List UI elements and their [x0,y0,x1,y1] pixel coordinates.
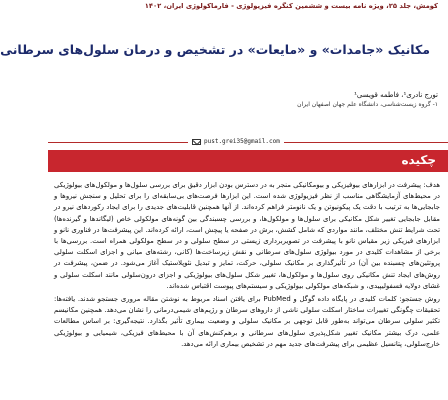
abstract-body [54,180,440,400]
running-header: کومش، جلد ۲۵، ویژه نامه بیست و ششمین کنگره فیزیولوژی - فارماکولوژی ایران، ۱۴۰۲ [144,2,438,10]
author-email[interactable]: pust.grei35@gmail.com [204,138,280,145]
email-box [188,136,284,148]
article-title: مکانیک «جامدات» و «مایعات» در تشخیص و درمان سلول‌های سرطانی [0,42,430,57]
abstract-paragraph: هدف: پیشرفت در ابزارهای بیوفیزیکی و بیومکانیکی منجر به در دسترس بودن ابزار دقیق برای بررسی سلول‌ها و مولکول‌های بیولوژیکی در محیط‌های آزمایشگاهی مناسب از نظر فیزیولوژی شده است. این ابزارها فرصت‌های بی‌سابقه‌ای را برای تحلیل و سنجش نیروها و جابجایی‌ها به ترتیب با دقت یک پیکونیوتن و یک نانومتر فراهم کرده‌اند. از آنها همچنین قابلیت‌های جدیدی را برای ایجاد رکوردهای نیرو در مقابل جابجایی تغییر شکل مکانیکی برای سلول‌ها و مولکول‌ها، و بررسی چسبندگی بین گونه‌های مولکولی خاص (لیگاندها و گیرنده‌ها) تحت شرایط تنش مختلف، مانند مواردی که شامل کشش، برش در صفحه یا پیچش است، ارائه کرده‌اند. این پیشرفت‌ها در فناوری نانو و ابزارهای فیزیکی زیر مقیاس نانو با پیشرفت در تصویربرداری زیستی در سطح سلولی و در سطح مولکولی همراه است. بررسی‌ها با برخی از مشاهدات کلیدی در مورد بیولوژی سلول‌های سرطانی و نقش زیرساخت‌ها (کانی، رشته‌های میانی و اجزای اسکلت سلولی پروتئین‌های چسبنده بین آن) در تأثیرگذاری بر مکانیک سلولی، حرکت، تمایز و تبدیل نئوپلاستیک آغاز می‌شود. در ضمن، پیشرفت در روش‌های ایجاد تنش مکانیکی روی سلول‌ها و مولکول‌ها، تغییر شکل سلول‌های بیولوژیکی و اجزای درون‌سلولی مانند اسکلت سلولی و غشای دولایه فسفولیپیدی، و شبکه‌های مولکولی بیولوژیکی و سیستم‌های پیوست اقتباس شده‌اند. [54,181,440,290]
email-row [48,136,448,148]
author-list: تورج نادری¹، فاطمه قویسی¹ [354,91,438,99]
envelope-icon [192,139,201,145]
author-affiliation: ۱- گروه زیست‌شناسی، دانشگاه علم جهان اصفهان ایران [297,101,438,108]
abstract-heading: چکیده [401,153,436,167]
abstract-paragraph: روش جستجو: کلمات کلیدی در پایگاه داده گوگل و PubMed برای یافتن اسناد مربوط به نوشتن مقاله مروری جستجو شدند. یافته‌ها: تحقیقات چگونگی تغییرات ساختار اسکلت سلولی ناشی از داروهای سرطان و رژیم‌های شیمی‌درمانی را نشان می‌دهد. همچنین مکانیسم تکثیر سلولی سرطان می‌تواند به‌طور قابل توجهی بر مکانیک سلولی و وضعیت بیماری تأثیر بگذارد. نتیجه‌گیری: بر اساس مطالعات علمی، درک بیشتر مکانیک تغییر شکل‌پذیری سلول‌های سرطانی و برهم‌کنش‌های آن با محیط‌های فیزیکی، شیمیایی و بیولوژیکی خارج‌سلولی، پتانسیل عظیمی برای پیشرفت‌های جدید مهم در تشخیص بیماری ارائه می‌دهد. [54,295,440,348]
abstract-heading-bar [48,150,448,172]
